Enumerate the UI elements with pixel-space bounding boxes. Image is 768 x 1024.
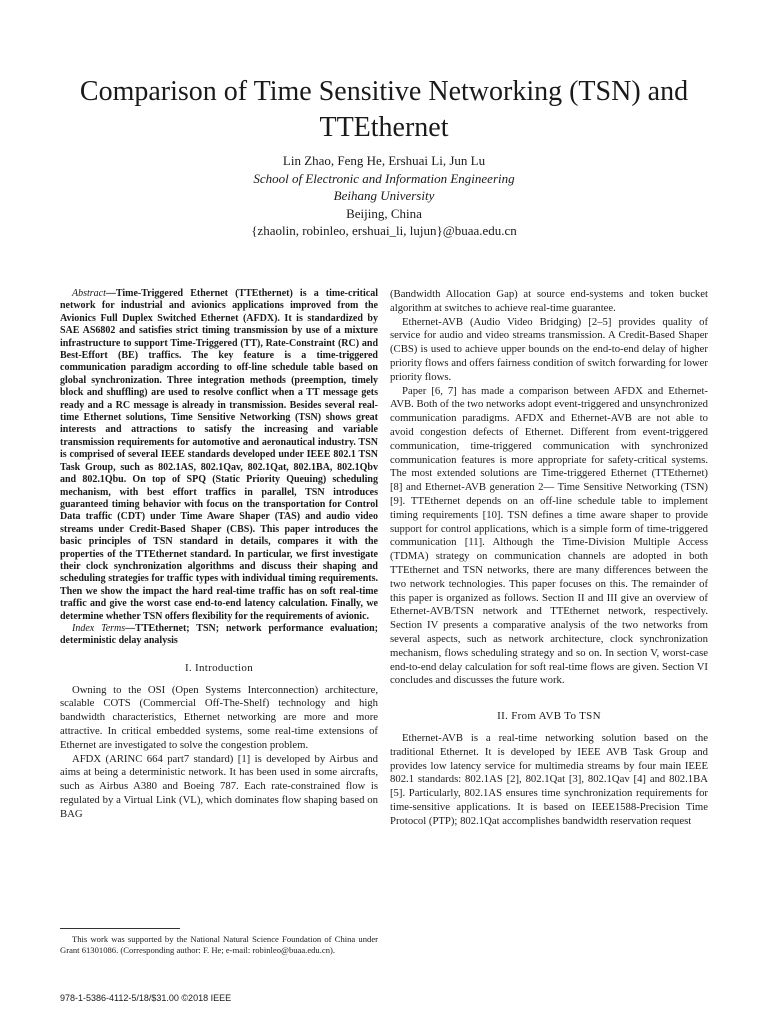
right-paragraph-0: (Bandwidth Allocation Gap) at source end-systems and token bucket algorithm at switches to achieve real-time guarantee. — [390, 288, 708, 314]
right-paragraph-1: Ethernet-AVB (Audio Video Bridging) [2–5] provides quality of service for audio and video streams transmission. A Credit-Based Shaper (CBS) is used to achieve upper bounds on the end-to-end delay of higher priority flows and offers fairness condition of switch forwarding for lower priority flows. — [390, 315, 708, 383]
author-university: Beihang University — [333, 188, 435, 203]
abstract-dash: — — [105, 288, 116, 299]
footnote-text: This work was supported by the National Natural Science Foundation of China under Grant 61301086. (Corresponding author: F. He; e-mail: robinleo@buaa.edu.cn). — [60, 934, 378, 955]
footnote — [60, 934, 378, 956]
abstract-label: Abstract — [72, 288, 106, 299]
section-heading-avb-tsn: II. From AVB To TSN — [497, 710, 601, 723]
left-column — [60, 288, 378, 822]
author-city: Beijing, China — [346, 205, 422, 221]
index-terms-text: TTEthernet; TSN; network performance evaluation; deterministic delay analysis — [60, 622, 378, 647]
copyright-line: 978-1-5386-4112-5/18/$31.00 ©2018 IEEE — [60, 993, 232, 1003]
author-department: School of Electronic and Information Engineering — [253, 170, 515, 186]
paper-title: Comparison of Time Sensitive Networking (TSN) and TTEthernet — [79, 76, 689, 143]
author-email: {zhaolin, robinleo, ershuai_li, lujun}@buaa.edu.cn — [251, 223, 517, 238]
index-terms-label: Index Terms — [72, 622, 126, 634]
abstract-text: Time-Triggered Ethernet (TTEthernet) is a time-critical network for industrial and avionics applications improved from the Avionics Full Duplex Switched Ethernet (AFDX). It is standardized by SAE AS6802 and satisfies strict timing transmission by use of a mixture infrastructure to support Time-Triggered (TT), Rate-Constraint (RC) and Best-Effort (BE) traffics. The key feature is a time-triggered communication paradigm according to off-line schedule table based on global synchronization. Three integration methods (preemption, timely block and shuffling) are used to resolve conflict when a TT message gets ready and a RC message is already in transmission. Besides several real-time Ethernet solutions, Time Sensitive Networking (TSN) shows great interests and attractions to satisfy the increasing and variable transmission requirements for automotive and aeronautical industry. TSN is comprised of several IEEE standards developed under IEEE 802.1 TSN Task Group, such as 802.1AS, 802.1Qav, 802.1Qat, 802.1BA, 802.1Qbv and 802.1Qbu. On top of SPQ (Static Priority Queuing) scheduling mechanism, with best effort traffics in parallel, TSN introduces guaranteed timing behavior with focus on the transportation for Control Data traffic (CDT) under Time Aware Shaper (TAS) and audio video streams under Credit-Based Shaper (CBS). This paper introduces the basic principles of TSN standard in details, compares it with the properties of the TTEthernet standard. In particular, we first investigate their clock synchronization algorithms and discuss their shaping and scheduling strategies for traffic types with individual timing requirements. Then we show the impact the hard real-time traffic has on soft real-time traffic and give the worst case end-to-end latency calculation. Finally, we determine whether TSN offers flexibility for the requirements of avionic. — [60, 288, 378, 622]
right-paragraph-2: Paper [6, 7] has made a comparison between AFDX and Ethernet-AVB. Both of the two networks adopt event-triggered and unsynchronized communication paradigms. AFDX and Ethernet-AVB are not able to avoid congestion defects of Ethernet. Different from event-triggered communication, time-triggered communication with synchronized communication features is more appropriate for safety-critical systems. The most extended solutions are Time-triggered Ethernet (TTEthernet) [8] and Ethernet-AVB generation 2— Time Sensitive Networking (TSN) [9]. TTEthernet depends on an off-line schedule table to implement timing requirements [10]. TSN defines a time aware shaper to provide support for control applications, which is a simple form of time-triggered communication [11]. Although the Time-Division Multiple Access (TDMA) strategy on communication channels are adopted in both TTEthernet and TSN networks, there are many differences between the two network technologies. This paper focuses on this. The remainder of this paper is organized as follows. Section II and III give an overview of Ethernet-AVB/TSN network and TTEthernet network, respectively. Section IV presents a comparative analysis of the two networks from several aspects, such as network architecture, clock synchronization mechanism, flows scheduling strategy and so on. In section V, worst-case end-to-end delay calculation for soft real-time flows are given. Section VI concludes and discusses the future work. — [390, 384, 708, 687]
right-paragraph-3: Ethernet-AVB is a real-time networking solution based on the traditional Ethernet. It is developed by IEEE AVB Task Group and provides low latency service for multimedia streams by four main IEEE 802.1 standards: 802.1AS [2], 802.1Qat [3], 802.1Qav [4] and 802.1BA [5]. Particularly, 802.1AS ensures time synchronization requirements for time-sensitive applications. It is based on IEEE1588-Precision Time Protocol (PTP); 802.1Qat accomplishes bandwidth reservation request — [390, 731, 708, 827]
abstract — [60, 288, 378, 648]
intro-paragraph-1: Owning to the OSI (Open Systems Interconnection) architecture, scalable COTS (Commercial Off-The-Shelf) technology and high bandwidth characteristics, Ethernet networking are more and more attractive. In critical embedded systems, some real-time extensions of Ethernet are investigated to solve the congestion problem. — [60, 683, 378, 751]
author-block — [40, 152, 728, 240]
intro-paragraph-2: AFDX (ARINC 664 part7 standard) [1] is developed by Airbus and aims at being a deterministic network. It has been used in some aircrafts, such as Airbus A380 and Boeing 787. Each rate-constrained flow is regulated by a Virtual Link (VL), which dominates flow shaping based on BAG — [60, 752, 378, 820]
section-heading-introduction: I. Introduction — [184, 661, 254, 674]
right-column — [390, 288, 708, 828]
footnote-rule — [60, 928, 180, 929]
author-names: Lin Zhao, Feng He, Ershuai Li, Jun Lu — [282, 153, 486, 168]
index-terms-dash: — — [125, 622, 136, 634]
